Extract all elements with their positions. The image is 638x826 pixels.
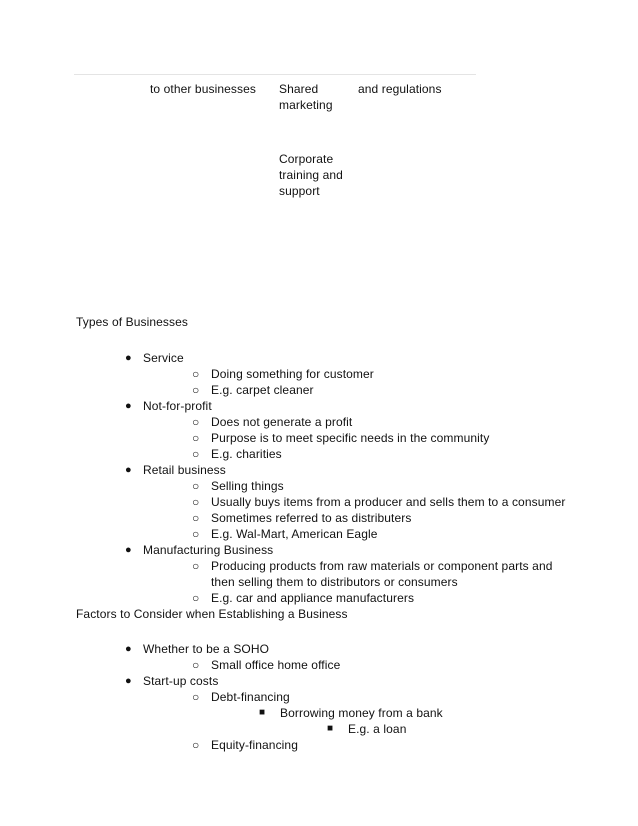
bullet-disc: ●: [125, 352, 132, 364]
bullet-disc: ●: [125, 400, 132, 412]
bullet-circle: ○: [192, 738, 200, 752]
sub-item: E.g. carpet cleaner: [211, 383, 314, 397]
bullet-circle: ○: [192, 367, 200, 381]
table-cell-col2-line5: support: [279, 184, 320, 198]
sub-item: E.g. car and appliance manufacturers: [211, 591, 415, 605]
bullet-disc: ●: [125, 544, 132, 556]
sub-item-continued: then selling them to distributors or consumers: [211, 575, 458, 589]
list-item-soho: Whether to be a SOHO: [143, 642, 270, 656]
sub-item: Usually buys items from a producer and sells them to a consumer: [211, 495, 566, 509]
sub-item-debt: Debt-financing: [211, 690, 290, 704]
list-item-service: Service: [143, 351, 184, 365]
sub-sub-item-borrow: Borrowing money from a bank: [280, 706, 443, 720]
table-cell-col2-line3: Corporate: [279, 152, 334, 166]
sub-item: Selling things: [211, 479, 284, 493]
sub-item: Purpose is to meet specific needs in the community: [211, 431, 490, 445]
bullet-circle: ○: [192, 415, 200, 429]
sub-item: Sometimes referred to as distributers: [211, 511, 412, 525]
table-top-border: [74, 74, 476, 75]
sub-item: Producing products from raw materials or component parts and: [211, 559, 553, 573]
table-cell-col1: to other businesses: [150, 82, 256, 96]
bullet-square: ■: [259, 707, 266, 718]
sub-item: E.g. Wal-Mart, American Eagle: [211, 527, 378, 541]
section-heading-factors: Factors to Consider when Establishing a Business: [76, 607, 348, 621]
sub-item: E.g. charities: [211, 447, 282, 461]
bullet-circle: ○: [192, 658, 200, 672]
bullet-circle: ○: [192, 495, 200, 509]
list-item-retail: Retail business: [143, 463, 226, 477]
bullet-circle: ○: [192, 479, 200, 493]
table-cell-col2-line4: training and: [279, 168, 343, 182]
table-cell-col3: and regulations: [358, 82, 442, 96]
bullet-circle: ○: [192, 383, 200, 397]
sub-sub-sub-item-loan: E.g. a loan: [348, 722, 407, 736]
bullet-circle: ○: [192, 527, 200, 541]
sub-item: Does not generate a profit: [211, 415, 353, 429]
section-heading-types: Types of Businesses: [76, 315, 188, 329]
table-cell-col2-line1: Shared: [279, 82, 319, 96]
bullet-disc: ●: [125, 464, 132, 476]
table-cell-col2-line2: marketing: [279, 98, 333, 112]
bullet-circle: ○: [192, 591, 200, 605]
bullet-circle: ○: [192, 431, 200, 445]
list-item-nonprofit: Not-for-profit: [143, 399, 212, 413]
bullet-square: ■: [327, 723, 334, 734]
bullet-circle: ○: [192, 447, 200, 461]
sub-item: Doing something for customer: [211, 367, 374, 381]
sub-item: Small office home office: [211, 658, 341, 672]
bullet-circle: ○: [192, 690, 200, 704]
list-item-startup: Start-up costs: [143, 674, 219, 688]
bullet-disc: ●: [125, 643, 132, 655]
bullet-circle: ○: [192, 511, 200, 525]
sub-item-equity: Equity-financing: [211, 738, 298, 752]
list-item-manufacturing: Manufacturing Business: [143, 543, 274, 557]
bullet-circle: ○: [192, 559, 200, 573]
bullet-disc: ●: [125, 675, 132, 687]
